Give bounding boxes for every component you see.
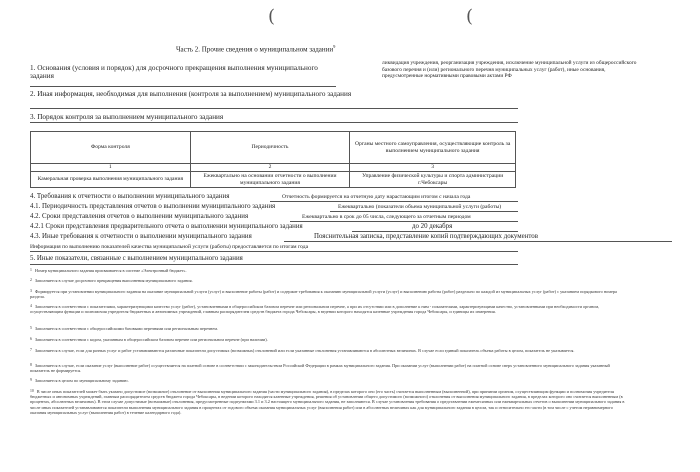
footnote-5 — [30, 326, 630, 331]
footnote-10 — [30, 389, 630, 415]
page-title-text: Часть 2. Прочие сведения о муниципальном задании — [176, 45, 334, 54]
footnote-number: 10 — [30, 389, 34, 393]
page-title — [176, 44, 335, 53]
table-cell: Ежеквартально на основании отчетности о выполнении муниципального задания — [190, 172, 350, 188]
requirement-4-1-label: 4.1. Периодичность представления отчетов о выполнении муниципального задания — [30, 203, 276, 210]
footnote-number: 3 — [30, 289, 32, 293]
footnote-text: Формируется при установлении муниципального задания на оказание муниципальной услуги (услуг) и выполнение работы (работ) и содержит требования к оказанию муниципальной услуги (услуг) и выполнению работы (работ) раздельно по каждой из муниципальных услуг (работ) с указанием порядкового номера раздела. — [30, 289, 617, 300]
requirement-4-2-1-underline — [352, 231, 518, 232]
binding-mark-right: ( — [466, 6, 474, 27]
table-cell: Камеральная проверка выполнения муниципального задания — [31, 172, 191, 188]
requirement-4-1-value: Ежеквартально (показатели объема муниципальной услуги (работы) — [338, 204, 502, 210]
table-cell: Управление физической культуры и спорта администрации г.Чебоксары — [350, 172, 516, 188]
requirement-4-value: Отчетность формируется на отчетную дату нарастающим итогом с начала года — [282, 194, 471, 200]
requirement-4-underline — [270, 201, 518, 202]
footnote-number: 6 — [30, 337, 32, 341]
table-row — [31, 172, 516, 188]
footnote-1 — [30, 268, 630, 273]
section-2-underline — [30, 108, 518, 109]
footnote-8 — [30, 363, 630, 373]
footnote-4 — [30, 304, 630, 314]
binding-mark-left: ( — [268, 6, 276, 27]
table-number-cell: 2 — [190, 164, 350, 172]
requirement-4-2-value: Ежеквартально в срок до 05 числа, следующего за отчетным периодом — [302, 214, 471, 220]
section-3-label: 3. Порядок контроля за выполнением муниципального задания — [30, 113, 224, 121]
footnote-number: 4 — [30, 304, 32, 308]
requirement-quality-note: Информация по выполнению показателей качества муниципальной услуги (работы) предоставляется по итогам года — [30, 244, 309, 250]
footnote-number: 8 — [30, 363, 32, 367]
footnote-3 — [30, 289, 630, 299]
requirement-4-1-underline — [330, 211, 518, 212]
section-1-underline — [30, 86, 336, 87]
footnote-text: Номер муниципального задания присваивается в системе «Электронный бюджет». — [34, 268, 187, 273]
footnote-6 — [30, 337, 630, 342]
section-3-underline — [30, 122, 518, 123]
footnote-text: Заполняется в случае досрочного прекращения выполнения муниципального задания. — [34, 278, 193, 283]
footnote-number: 9 — [30, 378, 32, 382]
requirement-4-2-1-value: до 20 декабря — [412, 223, 453, 230]
requirement-4-3-underline — [284, 241, 672, 242]
section-5-underline — [30, 264, 518, 265]
table-header-cell: Форма контроля — [31, 132, 191, 164]
requirement-4-3-label: 4.3. Иные требования к отчетности о выполнении муниципального задания — [30, 233, 252, 240]
requirement-4-2-underline — [290, 221, 518, 222]
footnote-text: В числе иных показателей может быть указано допустимое (возможное) отклонение от выполнения муниципального задания (части муниципального задания), в пределах которого оно (его часть) считается выполненным (выполненной), при принятии органом, осуществляющим функции и полномочия учредителя бюджетных и автономных учреждений, главным распорядителем средств бюджета города Чебоксары, в ведении которого находятся казенные учреждения, решения об установлении общего допустимого (возможного) отклонения от выполнения муниципального задания, в пределах которого оно считается выполненным (в процентах, абсолютных величинах). В этом случае допустимые (возможные) отклонения, предусмотренные подпунктами 3.1 и 3.2 настоящего муниципального задания, не заполняются. В случае установления требования о представлении ежемесячных или ежеквартальных отчетов о выполнении муниципального задания в числе иных показателей устанавливаются показатели выполнения муниципального задания в процентах от годового объема оказания муниципальных услуг (выполнения работ) или в абсолютных величинах как для муниципального задания в целом, так и относительно его части (в том числе с учетом неравномерного оказания муниципальных услуг (выполнения работ) в течение календарного года). — [30, 389, 625, 415]
footnote-text: Заполняется в целом по муниципальному заданию. — [34, 378, 129, 383]
requirement-quality-underline — [30, 251, 518, 252]
footnote-number: 1 — [30, 268, 32, 272]
section-2-label: 2. Иная информация, необходимая для выполнения (контроля за выполнением) муниципального задания — [30, 90, 352, 98]
section-1-label: 1. Основания (условия и порядок) для досрочного прекращения выполнения муниципального задания — [30, 64, 318, 81]
footnote-text: Заполняется в случае, если оказание услуг (выполнение работ) осуществляется на платной основе в соответствии с законодательством Российской Федерации в рамках муниципального задания. При оказании услуг (выполнении работ) на платной основе сверх установленного муниципального задания указанный показатель не формируется. — [30, 363, 610, 374]
footnote-number: 7 — [30, 348, 32, 352]
table-number-cell: 3 — [350, 164, 516, 172]
requirement-4-3-value: Пояснительная записка, представление копий подтверждающих документов — [314, 233, 538, 240]
table-header-row — [31, 132, 516, 164]
requirement-4-2-label: 4.2. Сроки представления отчетов о выполнении муниципального задания — [30, 213, 249, 220]
section-1-value: ликвидация учреждения, реорганизация учреждения, исключение муниципальной услуги из общероссийского базового перечня и (или) регионального перечня муниципальных услуг (работ), иные основания, предусмотренные нормативными правовыми актами РФ — [382, 60, 637, 80]
footnote-number: 5 — [30, 326, 32, 330]
table-header-cell: Периодичность — [190, 132, 350, 164]
footnote-text: Заполняется в соответствии с показателями, характеризующими качество услуг (работ), установленными в общероссийском базовом перечне или региональном перечне, а при их отсутствии или в дополнение к ним - показателями, характеризующими качество, установленными при необходимости органом, осуществляющим функции и полномочия учредителя бюджетных и автономных учреждений, главным распорядителем средств бюджета города Чебоксары, в ведении которого находятся казенные учреждения города Чебоксары, и единицы их измерения. — [30, 304, 600, 315]
footnote-text: Заполняется в случае, если для разных услуг и работ устанавливаются различные показатели допустимых (возможных) отклонений или если указанные отклонения устанавливаются в абсолютных величинах. В случае если единый показатель объема работы в целом, показатель не указывается. — [34, 348, 575, 353]
footnote-2 — [30, 278, 630, 283]
footnote-7 — [30, 348, 630, 353]
footnote-text: Заполняется в соответствии с кодом, указанным в общероссийском базовом перечне или региональном перечне (при наличии). — [34, 337, 268, 342]
requirement-4-label: 4. Требования к отчетности о выполнении муниципального задания — [30, 193, 230, 200]
page-title-footnote: 9 — [333, 44, 336, 49]
requirement-4-2-1-label: 4.2.1 Сроки представления предварительного отчета о выполнении муниципального задания — [30, 223, 303, 230]
table-number-cell: 1 — [31, 164, 191, 172]
control-table — [30, 131, 516, 188]
footnote-9 — [30, 378, 630, 383]
footnote-number: 2 — [30, 278, 32, 282]
section-5-label: 5. Иные показатели, связанные с выполнением муниципального задания — [30, 255, 243, 262]
table-number-row — [31, 164, 516, 172]
table-header-cell: Органы местного самоуправления, осуществляющие контроль за выполнением муниципального задания — [350, 132, 516, 164]
footnote-text: Заполняется в соответствии с общероссийскими базовыми перечнями или региональным перечнем. — [34, 326, 219, 331]
